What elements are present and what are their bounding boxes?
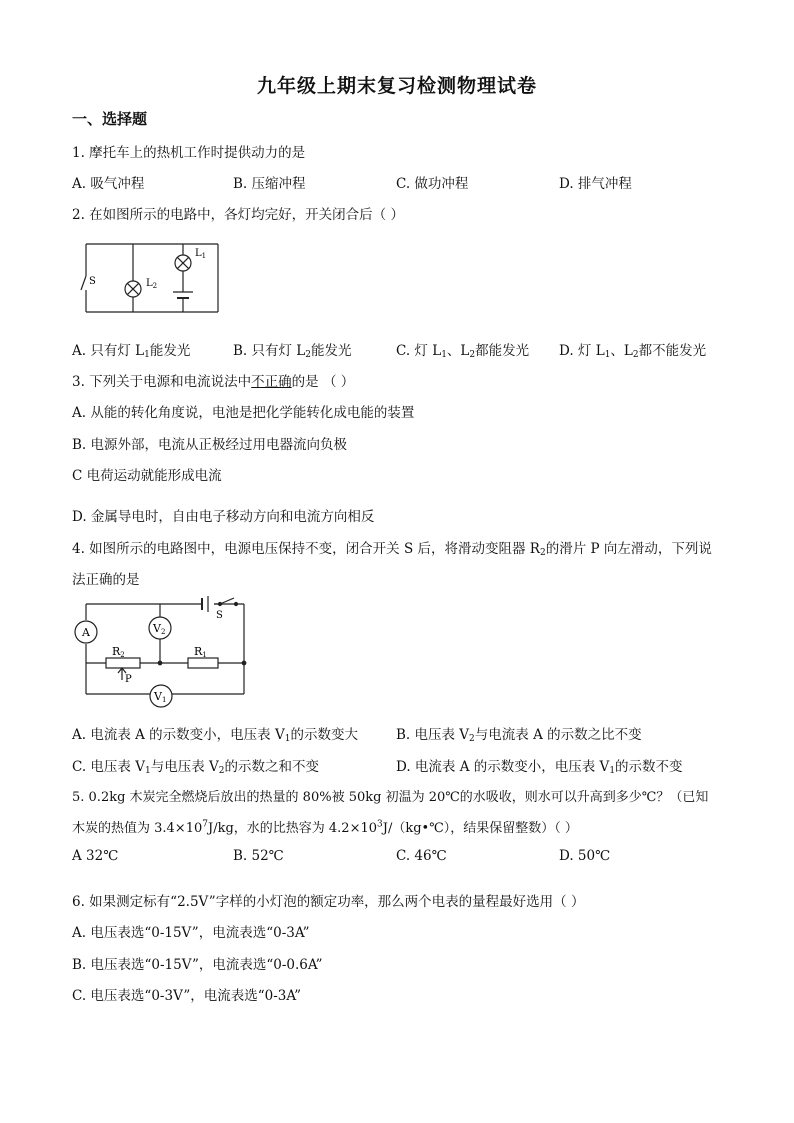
q3-option-a: A. 从能的转化角度说，电池是把化学能转化成电能的装置 (72, 405, 415, 421)
q4-fig-v2-label: V2 (153, 622, 166, 636)
q5-option-a: A 32℃ (72, 848, 119, 864)
q3-option-c: C 电荷运动就能形成电流 (72, 468, 222, 484)
q6-stem: 6. 如果测定标有“2.5V”字样的小灯泡的额定功率，那么两个电表的量程最好选用（ ） (72, 894, 585, 910)
q4-option-d: D. 电流表 A 的示数变小，电压表 $V_1$的示数不变 (396, 759, 683, 776)
q2-fig-label-l1: $L_1$ (195, 248, 207, 260)
q1-option-c: C. 做功冲程 (396, 176, 469, 192)
q3-stem: 3. 下列关于电源和电流说法中不正确的是 （ ） (72, 374, 355, 390)
q4-option-c: C. 电压表 $V_1$与电压表 $V_2$的示数之和不变 (72, 759, 319, 776)
q2-option-d: D. 灯 $L_1$、$L_2$都不能发光 (559, 343, 707, 360)
q2-fig-label-s: S (89, 276, 96, 287)
section-heading: 一、选择题 (72, 110, 148, 128)
q5-option-b: B. 52℃ (233, 848, 284, 864)
q4-fig-v1-label: V1 (154, 690, 167, 704)
q4-fig-switch-label: S (216, 610, 223, 621)
q2-stem: 2. 在如图所示的电路中，各灯均完好，开关闭合后（ ） (72, 207, 404, 223)
q4-fig-slider-label: P (125, 674, 132, 685)
q4-fig-ammeter-label: A (82, 626, 90, 639)
q5-stem-line2: 木炭的热值为 $3.4\times 10^7J/kg$，水的比热容为 $4.2\times 10^3J/(kg•℃)$，结果保留整数）（ ） (72, 819, 578, 836)
q6-option-a: A. 电压表选“0-15V”，电流表选“0-3A” (72, 925, 310, 941)
q2-option-c: C. 灯 $L_1$、$L_2$都能发光 (396, 343, 530, 360)
q2-option-a: A. 只有灯 $L_1$能发光 (72, 343, 191, 360)
q4-stem-line1: 4. 如图所示的电路图中，电源电压保持不变，闭合开关 S 后，将滑动变阻器 $R_2$的滑片 P 向左滑动，下列说 (72, 541, 712, 558)
q1-stem: 1. 摩托车上的热机工作时提供动力的是 (72, 145, 306, 161)
q5-option-d: D. 50℃ (559, 848, 611, 864)
page-title: 九年级上期末复习检测物理试卷 (256, 75, 537, 97)
q2-option-b: B. 只有灯 $L_2$能发光 (233, 343, 352, 360)
q2-fig-label-l2: $L_2$ (146, 278, 158, 290)
q1-option-d: D. 排气冲程 (559, 176, 632, 192)
q4-fig-r2-label: R2 (112, 645, 125, 659)
q6-option-c: C. 电压表选“0-3V”，电流表选“0-3A” (72, 988, 302, 1004)
q3-option-b: B. 电源外部，电流从正极经过用电器流向负极 (72, 437, 348, 453)
q6-option-b: B. 电压表选“0-15V”，电流表选“0-0.6A” (72, 957, 323, 973)
q5-option-c: C. 46℃ (396, 848, 447, 864)
q2-circuit-diagram (78, 238, 228, 318)
q4-circuit-diagram (72, 596, 252, 714)
q1-option-b: B. 压缩冲程 (233, 176, 306, 192)
q3-option-d: D. 金属导电时，自由电子移动方向和电流方向相反 (72, 509, 375, 525)
q1-option-a: A. 吸气冲程 (72, 176, 145, 192)
q4-option-b: B. 电压表 $V_2$与电流表 A 的示数之比不变 (396, 727, 642, 744)
q5-stem-line1: 5. 0.2kg 木炭完全燃烧后放出的热量的 80%被 50kg 初温为 20℃的水吸收，则水可以升高到多少℃？（已知 (72, 790, 709, 805)
q4-fig-r1-label: R1 (194, 645, 207, 659)
q4-stem-line2: 法正确的是 (72, 572, 140, 588)
q4-option-a: A. 电流表 A 的示数变小，电压表 $V_1$的示数变大 (72, 727, 358, 744)
